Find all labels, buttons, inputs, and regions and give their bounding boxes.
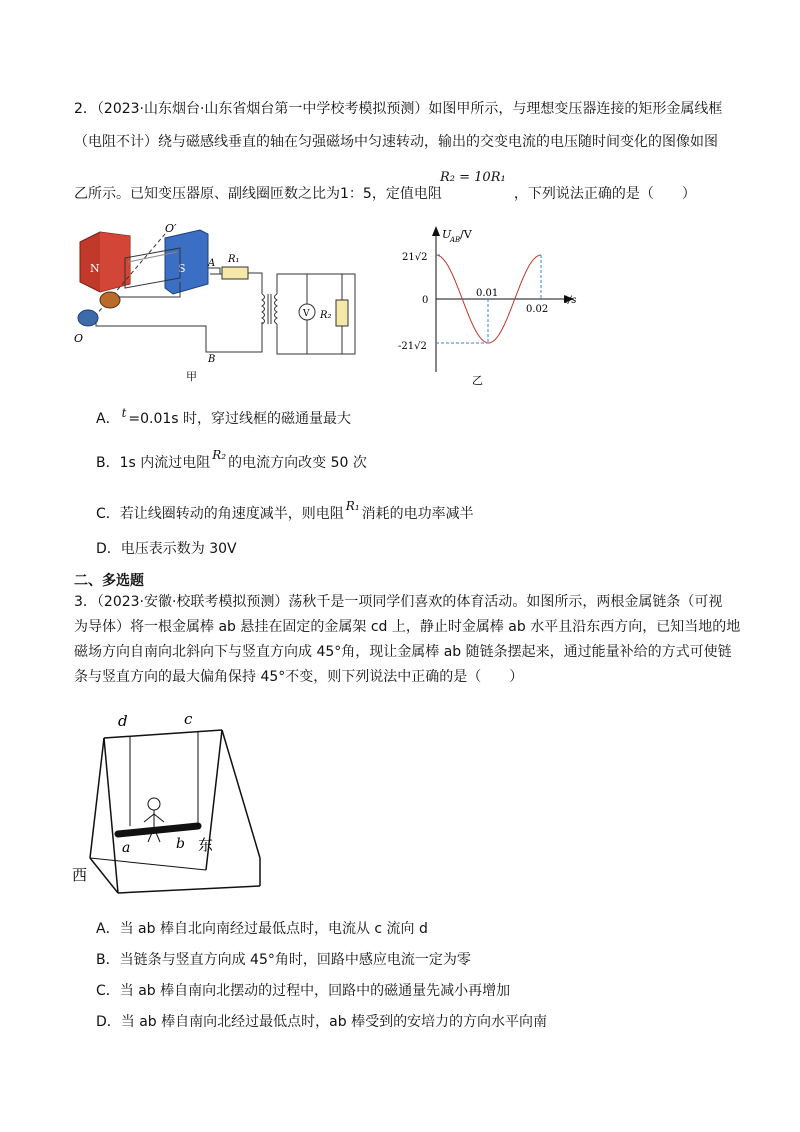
ytick-top: 21√2 [402, 252, 428, 263]
q2-line-3 [74, 185, 734, 203]
figure-swing [68, 708, 268, 898]
q3-option-a[interactable]: A．当 ab 棒自北向南经过最低点时，电流从 c 流向 d [96, 921, 428, 937]
section-heading: 二、多选题 [74, 573, 144, 589]
label-B: B [208, 354, 216, 365]
figure-generator-circuit [70, 222, 360, 382]
q3-line-3: 磁场方向自南向北斜向下与竖直方向成 45°角，现让金属棒 ab 随链条摆起来，通过能量补给的方式可使链 [74, 644, 732, 660]
q2-option-d[interactable]: D．电压表示数为 30V [96, 541, 237, 557]
q3-option-c[interactable]: C．当 ab 棒自南向北摆动的过程中，回路中的磁通量先减小再增加 [96, 983, 511, 999]
figure-voltage-waveform [388, 222, 598, 392]
q2-option-c[interactable]: C．若让线圈转动的角速度减半，则电阻 R₁ 消耗的电功率减半 [96, 499, 474, 522]
q3-line-1: 3．（2023·安徽·校联考模拟预测）荡秋千是一项同学们喜欢的体育活动。如图所示，两根金属链条（可视 [74, 594, 723, 610]
label-d: d [118, 712, 128, 730]
label-V: V [303, 309, 310, 319]
q3-option-b[interactable]: B．当链条与竖直方向成 45°角时，回路中感应电流一定为零 [96, 952, 471, 968]
q3-line-4: 条与竖直方向的最大偏角保持 45°不变，则下列说法中正确的是（ ） [74, 669, 524, 685]
q2-line-3a: 乙所示。已知变压器原、副线圈匝数之比为1：5，定值电阻 [74, 186, 442, 202]
ylabel-sub: AB [450, 236, 461, 244]
label-east: 东 [198, 836, 214, 854]
ytick-bottom: -21√2 [398, 341, 427, 352]
xlabel: t/s [564, 295, 577, 306]
xtick-2: 0.02 [526, 304, 549, 315]
q2-option-b[interactable]: B．1s 内流过电阻 R₂ 的电流方向改变 50 次 [96, 448, 367, 471]
q2-line-3b: ，下列说法正确的是（ ） [513, 186, 696, 202]
label-N: N [90, 262, 100, 275]
xtick-1: 0.01 [476, 288, 499, 299]
label-c: c [184, 710, 193, 728]
label-O-prime: O′ [165, 222, 177, 235]
rod-ab [118, 826, 198, 834]
label-A: A [208, 258, 216, 269]
ylabel: U [442, 228, 452, 241]
q2-option-a[interactable]: A． t =0.01s 时，穿过线框的磁通量最大 [96, 406, 352, 427]
q3-option-d[interactable]: D．当 ab 棒自南向北经过最低点时，ab 棒受到的安培力的方向水平向南 [96, 1014, 548, 1030]
label-a: a [122, 840, 131, 856]
label-R1: R₁ [228, 254, 240, 265]
label-b: b [176, 836, 185, 852]
resistor-R2 [336, 300, 348, 326]
resistor-R1 [222, 267, 248, 279]
caption-yi: 乙 [472, 374, 483, 387]
q2-formula: R₂ = 10R₁ [440, 170, 506, 185]
label-S: S [178, 262, 186, 275]
ytick-zero: 0 [422, 295, 429, 306]
label-west: 西 [72, 866, 88, 884]
caption-jia: 甲 [186, 370, 197, 382]
ylabel-unit: /V [460, 228, 472, 241]
q2-line-1: 2．（2023·山东烟台·山东省烟台第一中学校考模拟预测）如图甲所示，与理想变压器连接的矩形金属线框 [74, 101, 723, 117]
q2-line-2: （电阻不计）绕与磁感线垂直的轴在匀强磁场中匀速转动，输出的交变电流的电压随时间变化的图像如图 [74, 134, 718, 150]
magnet-s [165, 230, 208, 294]
q3-line-2: 为导体）将一根金属棒 ab 悬挂在固定的金属架 cd 上，静止时金属棒 ab 水平且沿东西方向，已知当地的地 [74, 619, 741, 635]
label-O: O [74, 332, 84, 345]
label-R2: R₂ [320, 310, 332, 321]
